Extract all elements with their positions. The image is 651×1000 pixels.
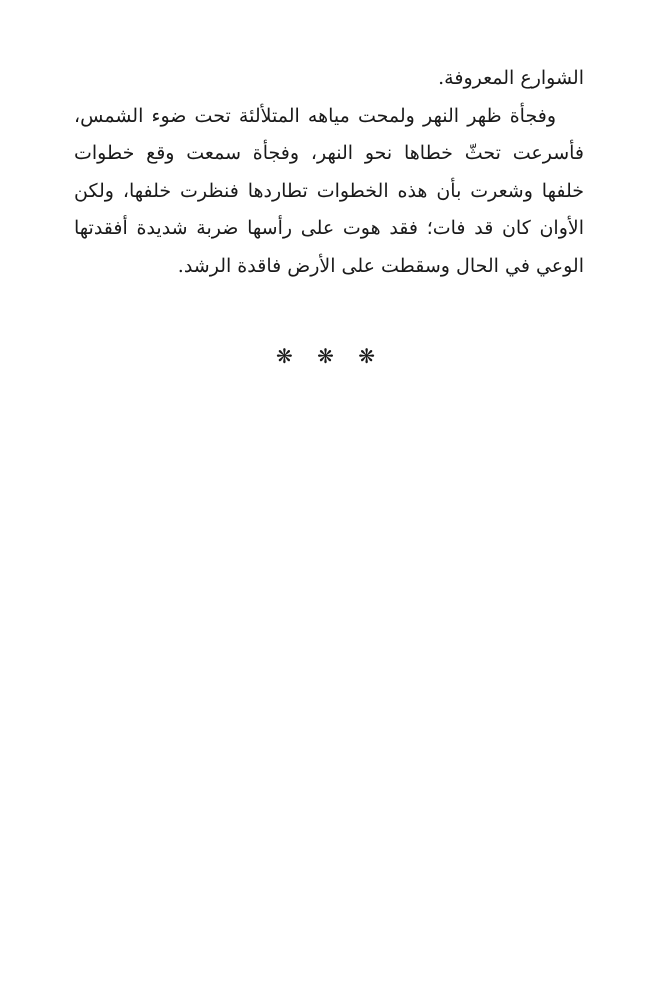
asterism-mark: ❋ xyxy=(275,344,293,368)
paragraph-continuation: الشوارع المعروفة. xyxy=(438,67,584,89)
asterism-mark: ❋ xyxy=(317,344,334,368)
body-text xyxy=(74,60,584,285)
asterism-mark: ❋ xyxy=(358,344,375,368)
section-separator xyxy=(0,344,651,368)
paragraph: وفجأة ظهر النهر ولمحت مياهه المتلألئة تحت ضوء الشمس، فأسرعت تحثّ خطاها نحو النهر، وفجأة سمعت وقع خطوات خلفها وشعرت بأن هذه الخطوات تطاردها فنظرت خلفها، ولكن الأوان كان قد فات؛ فقد هوت على رأسها ضربة شديدة أفقدتها الوعي في الحال وسقطت على الأرض فاقدة الرشد. xyxy=(74,104,585,277)
